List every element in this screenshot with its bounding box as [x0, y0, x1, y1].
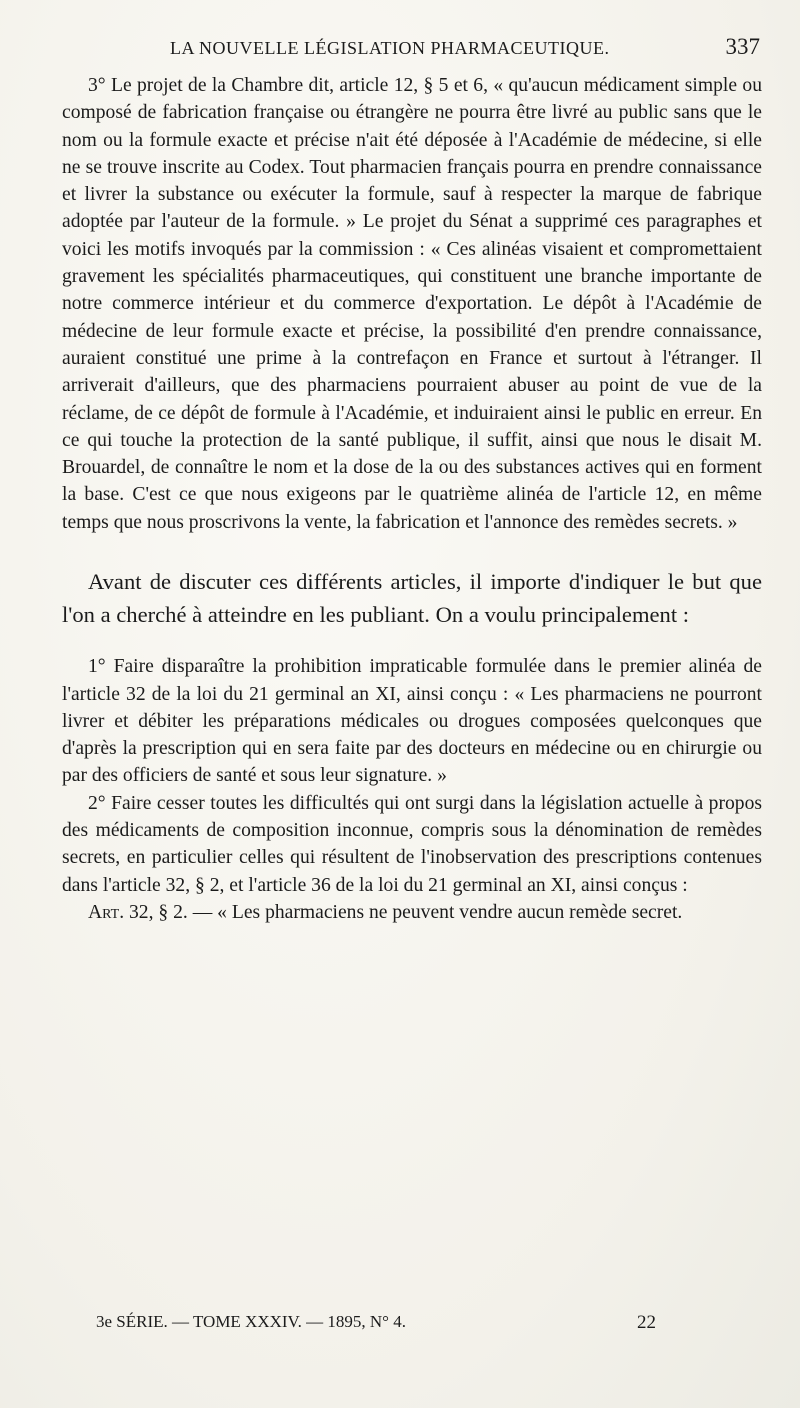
section-codex-deposit [62, 72, 762, 536]
paragraph-article-12: 3° Le projet de la Chambre dit, article 12, § 5 et 6, « qu'aucun médicament simple ou composé de fabrication française ou étrangère ne pourra être livré au public sans que le nom ou la formule exacte et précise n'ait été déposée à l'Académie de médecine, si elle ne se trouve inscrite au Codex. Tout pharmacien français pourra en prendre connaissance et livrer la substance ou exécuter la formule, sauf à respecter la marque de fabrique adoptée par l'auteur de la formule. » Le projet du Sénat a supprimé ces paragraphes et voici les motifs invoqués par la commission : « Ces alinéas visaient et compromettaient gravement les spécialités pharmaceutiques, qui constituent une branche importante de notre commerce intérieur et du commerce d'exportation. Le dépôt à l'Académie de médecine de leur formule exacte et précise, la possibilité d'en prendre connaissance, auraient constitué une prime à la contrefaçon en France et surtout à l'étranger. Il arriverait d'ailleurs, que des pharmaciens pourraient abuser au point de vue de la réclame, de ce dépôt de formule à l'Académie, et induiraient ainsi le public en erreur. En ce qui touche la protection de la santé publique, il suffit, ainsi que nous le disait M. Brouardel, de connaître le nom et la dose de la ou des substances actives qui en forment la base. C'est ce que nous exigeons par le quatrième alinéa de l'article 12, en même temps que nous proscrivons la vente, la fabrication et l'annonce des remèdes secrets. » [62, 75, 762, 533]
running-head [62, 34, 762, 66]
paragraph-objective-2: 2° Faire cesser toutes les difficultés qui ont surgi dans la législation actuelle à propos des médicaments de composition inconnue, compris sous la dénomination de remèdes secrets, en particulier celles qui résultent de l'inobservation des prescriptions contenues dans l'article 32, § 2, et l'article 36 de la loi du 21 germinal an XI, ainsi conçus : [62, 792, 762, 896]
series-info: 3e SÉRIE. — TOME XXXIV. — 1895, N° 4. [96, 1312, 406, 1331]
sheet-number: 22 [637, 1312, 656, 1333]
document-page [62, 34, 762, 1379]
paragraph-article-32 [62, 899, 762, 926]
signature-footer [96, 1312, 656, 1334]
page-number: 337 [725, 34, 760, 59]
article-label: Art. [88, 901, 125, 923]
section-introduction [62, 566, 762, 631]
running-title: LA NOUVELLE LÉGISLATION PHARMACEUTIQUE. [170, 38, 610, 58]
article-text: 32, § 2. — « Les pharmaciens ne peuvent vendre aucun remède secret. [124, 901, 683, 923]
paragraph-objective-1: 1° Faire disparaître la prohibition impraticable formulée dans le premier alinéa de l'article 32 de la loi du 21 germinal an XI, ainsi conçu : « Les pharmaciens ne pourront livrer et débiter les préparations médicales ou drogues composées quelconques que d'après la prescription qui en sera faite par des docteurs en médecine ou en chirurgie ou par des officiers de santé et sous leur signature. » [62, 656, 762, 787]
paragraph-purpose: Avant de discuter ces différents articles, il importe d'indiquer le but que l'on a cherché à atteindre en les publiant. On a voulu principalement : [62, 569, 762, 627]
section-objectives [62, 653, 762, 926]
